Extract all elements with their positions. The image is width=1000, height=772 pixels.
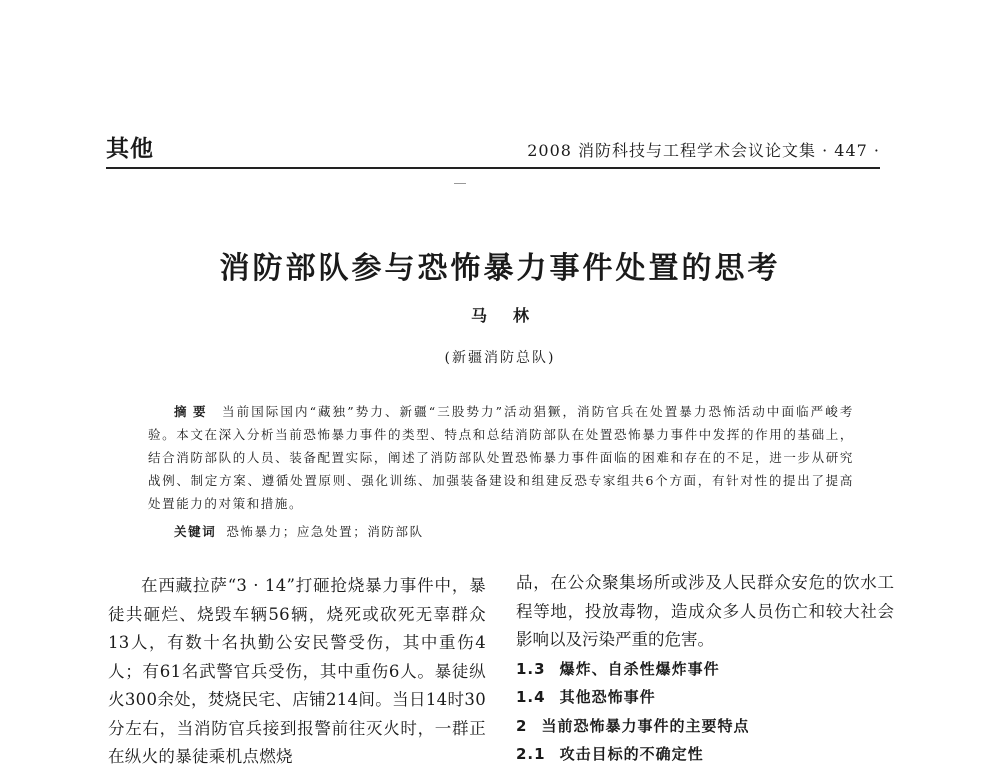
- body-paragraph: 品，在公众聚集场所或涉及人民群众安危的饮水工程等地，投放毒物，造成众多人员伤亡和较大社会影响以及污染严重的危害。: [516, 573, 894, 649]
- abstract-text: 当前国际国内“藏独”势力、新疆“三股势力”活动猖獗，消防官兵在处置暴力恐怖活动中面临严峻考验。本文在深入分析当前恐怖暴力事件的类型、特点和总结消防部队在处置恐怖暴力事件中发挥的作用的基础上，结合消防部队的人员、装备配置实际，阐述了消防部队处置恐怖暴力事件面临的困难和存在的不足，进一步从研究战例、制定方案、遵循处置原则、强化训练、加强装备建设和组建反恐专家组共6个方面，有针对性的提出了提高处置能力的对策和措施。: [148, 404, 854, 511]
- keywords: [174, 522, 424, 540]
- section-heading: 2.1 攻击目标的不确定性: [516, 745, 704, 763]
- paper-title: 消防部队参与恐怖暴力事件处置的思考: [219, 251, 781, 286]
- keywords-label: 关键词: [174, 524, 217, 539]
- section-heading: 1.3 爆炸、自杀性爆炸事件: [516, 659, 720, 678]
- running-header: 2008 消防科技与工程学术会议论文集 · 447 ·: [527, 141, 880, 160]
- section-heading: 1.4 其他恐怖事件: [516, 688, 656, 706]
- body-column-right: [516, 569, 894, 769]
- header-rule: [106, 167, 880, 169]
- scan-mark: [454, 183, 466, 184]
- keywords-text: 恐怖暴力；应急处置；消防部队: [226, 524, 424, 539]
- affiliation: (新疆消防总队): [444, 350, 556, 366]
- author: 马林: [470, 306, 555, 325]
- abstract-label: 摘要: [174, 404, 212, 419]
- section-heading: 2 当前恐怖暴力事件的主要特点: [516, 716, 750, 735]
- body-column-left: 在西藏拉萨“3 · 14”打砸抢烧暴力事件中，暴徒共砸烂、烧毁车辆56辆，烧死或砍死无辜群众13人，有数十名执勤公安民警受伤，其中重伤4人；有61名武警官兵受伤，其中重伤6人。暴徒纵火300余处，焚烧民宅、店铺214间。当日14时30分左右，当消防官兵接到报警前往灭火时，一群正在纵火的暴徒乘机点燃烧: [108, 576, 486, 766]
- abstract: [148, 400, 854, 515]
- section-label: 其他: [106, 136, 154, 162]
